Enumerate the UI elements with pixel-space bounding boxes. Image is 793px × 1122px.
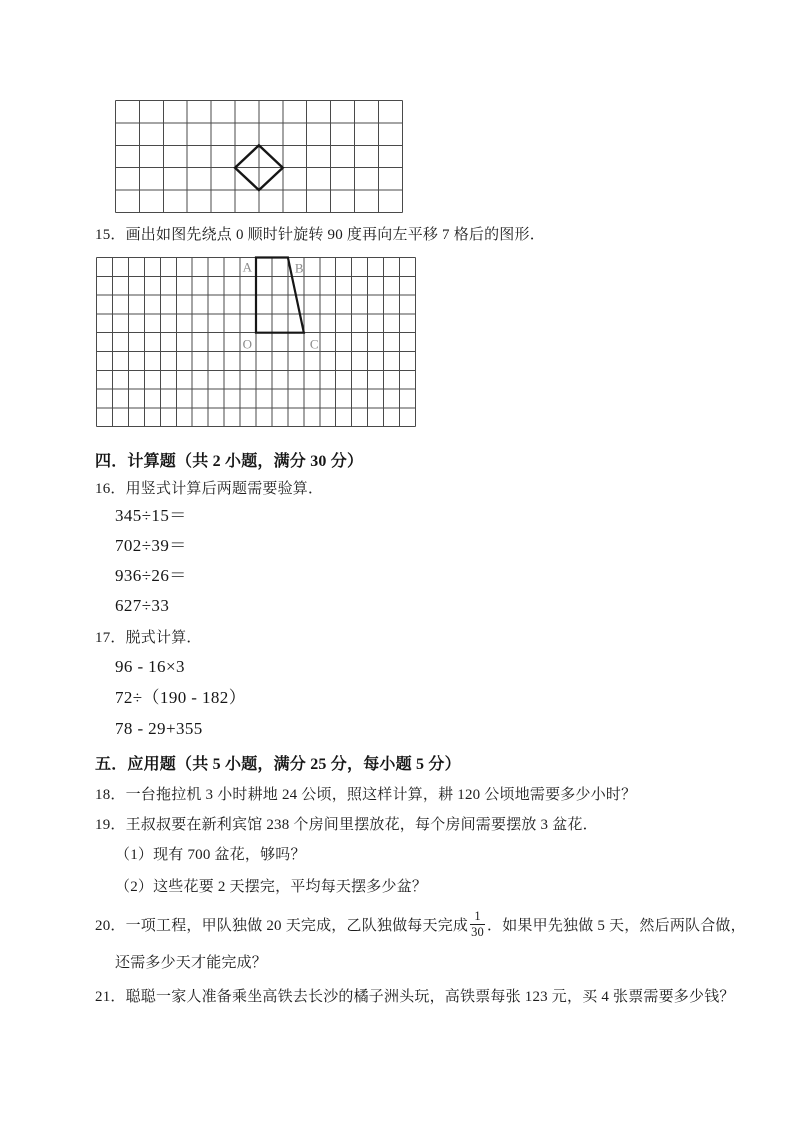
division-problem-3: 936÷26＝ — [115, 566, 187, 585]
offform-problem-2: 72÷（190 - 182） — [115, 688, 247, 707]
division-problem-1: 345÷15＝ — [115, 506, 187, 525]
section-4-heading: 四．计算题（共 2 小题，满分 30 分） — [95, 453, 364, 470]
fraction-numerator: 1 — [470, 909, 484, 924]
question-19-sub-1: （1）现有 700 盆花，够吗？ — [115, 847, 306, 863]
question-18-text: 18．一台拖拉机 3 小时耕地 24 公顷，照这样计算，耕 120 公顷地需要多少小时？ — [95, 787, 637, 803]
vertex-label-B: B — [294, 260, 304, 276]
fraction-denominator: 30 — [471, 924, 485, 939]
question-15-text: 15．画出如图先绕点 0 顺时针旋转 90 度再向左平移 7 格后的图形． — [95, 227, 545, 243]
fraction-1-30 — [470, 909, 485, 939]
question-20-prefix: 20．一项工程，甲队独做 20 天完成，乙队独做每天完成 — [95, 917, 469, 934]
offform-problem-1: 96 - 16×3 — [115, 657, 185, 676]
grid-figure-trapezoid — [95, 256, 417, 433]
offform-problem-3: 78 - 29+355 — [115, 719, 203, 738]
vertex-label-C: C — [309, 336, 319, 352]
question-21-text: 21．聪聪一家人准备乘坐高铁去长沙的橘子洲头玩，高铁票每张 123 元，买 4 张票需要多少钱？ — [95, 989, 735, 1005]
grid-figure-diamond — [114, 99, 404, 219]
question-19-sub-2: （2）这些花要 2 天摆完，平均每天摆多少盆？ — [115, 879, 428, 895]
question-20-line-2: 还需多少天才能完成？ — [115, 955, 268, 971]
question-16-text: 16．用竖式计算后两题需要验算． — [95, 481, 324, 497]
question-19-text: 19．王叔叔要在新利宾馆 238 个房间里摆放花，每个房间需要摆放 3 盆花． — [95, 817, 598, 833]
vertex-label-A: A — [242, 259, 253, 275]
vertex-label-O: O — [242, 336, 253, 352]
question-20-line-1 — [95, 903, 746, 945]
section-5-heading: 五．应用题（共 5 小题，满分 25 分，每小题 5 分） — [95, 756, 461, 773]
question-17-text: 17．脱式计算． — [95, 630, 202, 646]
division-problem-2: 702÷39＝ — [115, 536, 187, 555]
division-problem-4: 627÷33 — [115, 596, 170, 615]
question-20-suffix: ．如果甲先独做 5 天，然后两队合做， — [487, 917, 746, 934]
